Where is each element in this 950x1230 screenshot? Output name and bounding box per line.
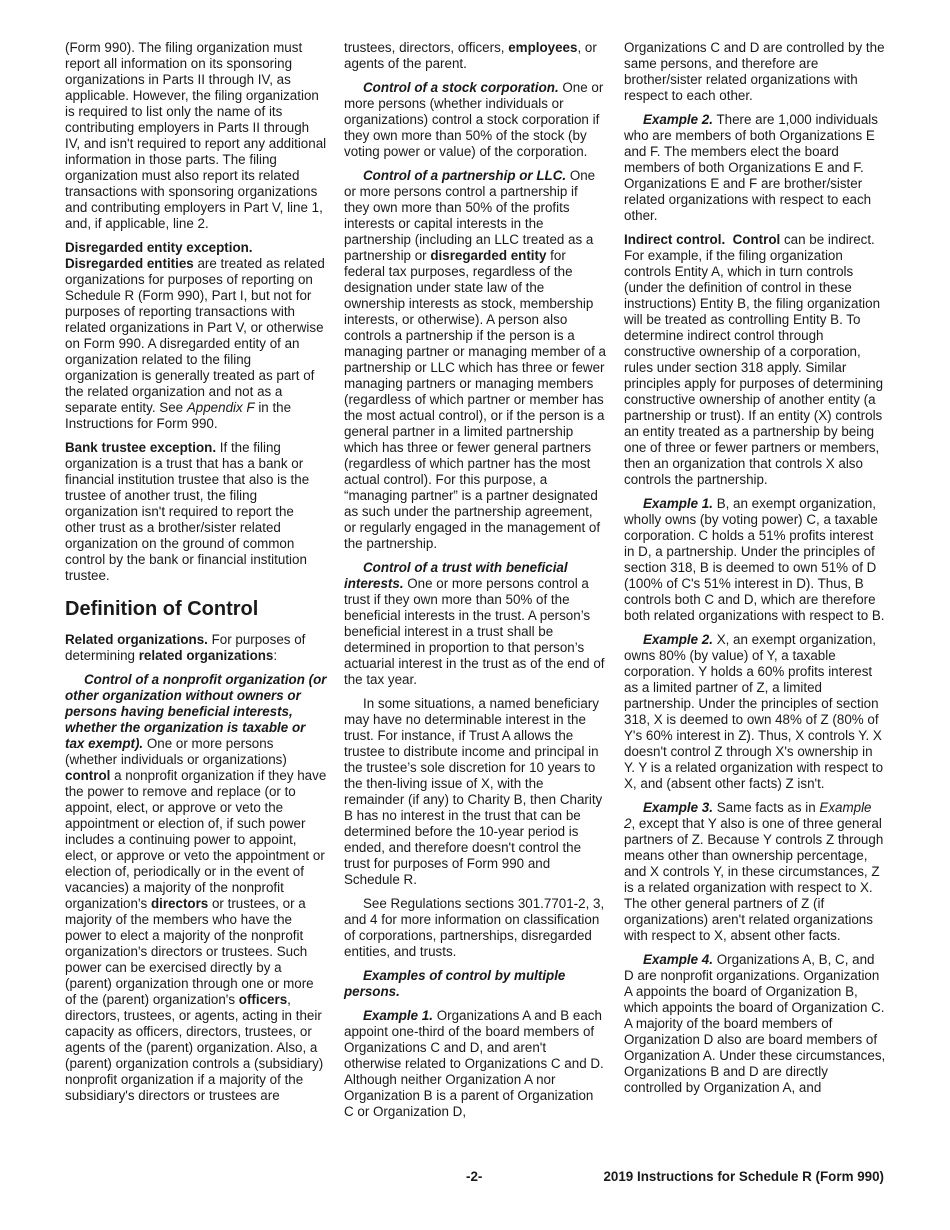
paragraph: See Regulations sections 301.7701-2, 3, and 4 for more information on classification of corporations, partnerships, disregarded entities, and trusts. [344, 896, 605, 959]
run-in-heading: Control of a nonprofit organization (or other organization without owners or persons having beneficial interests, whether the organization is taxable or tax exempt). [65, 672, 327, 751]
paragraph-example: Example 2. There are 1,000 individuals who are members of both Organizations E and F. The members elect the board members of both Organizations E and F. Organizations E and F are brother/sister related organizations with respect to each other. [624, 112, 878, 223]
run-in-heading: Example 1. [363, 1008, 433, 1023]
paragraph: Organizations C and D are controlled by the same persons, and therefore are brother/sister related organizations with respect to each other. [624, 40, 885, 103]
run-in-heading: Related organizations. [65, 632, 208, 647]
paragraph: trustees, directors, officers, employees, or agents of the parent. [344, 40, 597, 71]
run-in-heading: Disregarded entity exception. [65, 240, 253, 255]
column-1 [65, 40, 327, 1104]
run-in-heading: Indirect control. [624, 232, 726, 247]
footer-title: 2019 Instructions for Schedule R (Form 990) [603, 1169, 884, 1184]
paragraph-example: Example 4. Organizations A, B, C, and D are nonprofit organizations. Organization A appoints the board of Organization B, which appoints the board of Organization C. A majority of the board members of Organization D also are board members of Organization A. Under these circumstances, Organizations B and D are directly controlled by Organization A, and [624, 952, 886, 1095]
section-heading: Definition of Control [65, 598, 259, 620]
paragraph-disregarded-entity: Disregarded entity exception. Disregarded entities are treated as related organizations for purposes of reporting on Schedule R (Form 990), Part I, but not for purposes of reporting transactions with related organizations in Part V, or otherwise on Form 990. A disregarded entity of an organization related to the filing organization is generally treated as part of the related organization and not as a separate entity. See Appendix F in the Instructions for Form 990. [65, 240, 325, 431]
paragraph-stock-corporation: Control of a stock corporation. One or more persons (whether individuals or organizations) control a stock corporation if they own more than 50% of the stock (by voting power or value) of the corporation. [344, 80, 604, 159]
paragraph: (Form 990). The filing organization must report all information on its sponsoring organizations in Parts II through IV, as applicable. However, the filing organization is required to list only the name of its contributing employers in Parts II through IV, and isn't required to report any additional information in those parts. The filing organization must also report its related transactions with sponsoring organizations and contributing employers in Part V, line 1, and, if applicable, line 2. [65, 40, 327, 231]
run-in-heading: Example 1. [643, 496, 713, 511]
paragraph-example: Example 1. Organizations A and B each appoint one-third of the board members of Organizations C and D, and aren't otherwise related to Organizations C and D. Although neither Organization A nor Organization B is a parent of Organization C or Organization D, [344, 1008, 604, 1119]
paragraph-example: Example 1. B, an exempt organization, wholly owns (by voting power) C, a taxable corporation. C holds a 51% profits interest in D, a partnership. Under the principles of section 318, B is deemed to own 51% of D (100% of C's 51% interest in D). Thus, B controls both C and D, which are therefore both related organizations with respect to B. [624, 496, 885, 623]
run-in-heading: Bank trustee exception. [65, 440, 217, 455]
paragraph-related-organizations: Related organizations. For purposes of determining related organizations: [65, 632, 306, 663]
paragraph-partnership-llc: Control of a partnership or LLC. One or more persons control a partnership if they own more than 50% of the profits interests or capital interests in the partnership (including an LLC treated as a partnership or disregarded entity for federal tax purposes, regardless of the designation under state law of the ownership interests as stock, membership interests, or otherwise). A person also controls a partnership if the person is a managing partner or managing member of a partnership or LLC which has three or fewer managing partners or managing members (regardless of which partner or member has the most actual control), or if the person is a general partner in a limited partnership which has three or fewer general partners (regardless of which partner has the most actual control). For this purpose, a “managing partner” is a partner designated as such under the partnership agreement, or regularly engaged in the management of the partnership. [344, 168, 607, 551]
paragraph-example: Example 3. Same facts as in Example 2, except that Y also is one of three general partners of Z. Because Y controls Z through means other than ownership percentage, and X controls Y, in these circumstances, Z is a related organization with respect to X. The other general partners of Z (if organizations) aren't related organizations with respect to X, absent other facts. [624, 800, 884, 943]
run-in-heading: Control of a trust with beneficial interests. [344, 560, 568, 591]
paragraph: In some situations, a named beneficiary may have no determinable interest in the trust. For instance, if Trust A allows the trustee to distribute income and principal in the trustee’s sole discretion for 10 years to the then-living issue of X, with the remainder (if any) to Charity B, then Charity B has no interest in the trust that can be determined before the 10-year period is ended, and therefore doesn't control the trust for purposes of Form 990 and Schedule R. [344, 696, 603, 887]
column-3 [624, 40, 886, 1096]
paragraph-example: Example 2. X, an exempt organization, owns 80% (by value) of Y, a taxable corporation. Y holds a 60% profits interest as a limited partner of Z, a limited partnership. Under the principles of section 318, X is deemed to own 48% of Z (80% of Y's 60% interest in Z). Thus, X controls Y. X doesn't control Z through X's ownership in Y. Y is a related organization with respect to X, and (absent other facts) Z isn't. [624, 632, 884, 791]
paragraph-bank-trustee: Bank trustee exception. If the filing organization is a trust that has a bank or financial institution trustee that also is the trustee of another trust, the filing organization isn't required to report the other trust as a brother/sister related organization on the ground of common control by the bank or financial institution trustee. [65, 440, 310, 583]
paragraph-indirect-control: Indirect control. Control can be indirect. For example, if the filing organization controls Entity A, which in turn controls (under the definition of control in these instructions) Entity B, the filing organization will be treated as controlling Entity B. To determine indirect control through constructive ownership of a corporation, rules under section 318 apply. Similar principles apply for purposes of determining constructive ownership of another entity (a partnership or trust). If an entity (X) controls an entity treated as a partnership by being one of three or fewer partners or members, then an organization that controls X also controls the partnership. [624, 232, 884, 487]
column-2 [344, 40, 606, 1120]
run-in-heading: Example 2. [643, 112, 713, 127]
run-in-heading: Example 3. [643, 800, 713, 815]
page-number: -2- [466, 1169, 483, 1184]
run-in-heading: Control of a stock corporation. [363, 80, 559, 95]
run-in-heading: Example 4. [643, 952, 713, 967]
subheading-examples: Examples of control by multiple persons. [344, 968, 566, 999]
run-in-heading: Example 2. [643, 632, 713, 647]
run-in-heading: Control of a partnership or LLC. [363, 168, 567, 183]
paragraph-control-nonprofit: Control of a nonprofit organization (or other organization without owners or persons having beneficial interests, whether the organization is taxable or tax exempt). One or more persons (whether individuals or organizations) control a nonprofit organization if they have the power to remove and replace (or to appoint, elect, or approve or veto the appointment or election of, if such power includes a continuing power to appoint, elect, or approve or veto the appointment or election of, periodically or in the event of vacancies) a majority of the nonprofit organization's directors or trustees, or a majority of the members who have the power to elect a majority of the nonprofit organization's directors or trustees. Such power can be exercised directly by a (parent) organization through one or more of the (parent) organization's officers, directors, trustees, or agents, acting in their capacity as officers, directors, trustees, or agents of the (parent) organization. Also, a (parent) organization controls a (subsidiary) nonprofit organization if a majority of the subsidiary's directors or trustees are [65, 672, 327, 1103]
paragraph-trust: Control of a trust with beneficial interests. One or more persons control a trust if they own more than 50% of the beneficial interests in the trust. A person’s beneficial interest in a trust shall be determined in proportion to that person’s actuarial interest in the trust as of the end of the tax year. [344, 560, 605, 687]
